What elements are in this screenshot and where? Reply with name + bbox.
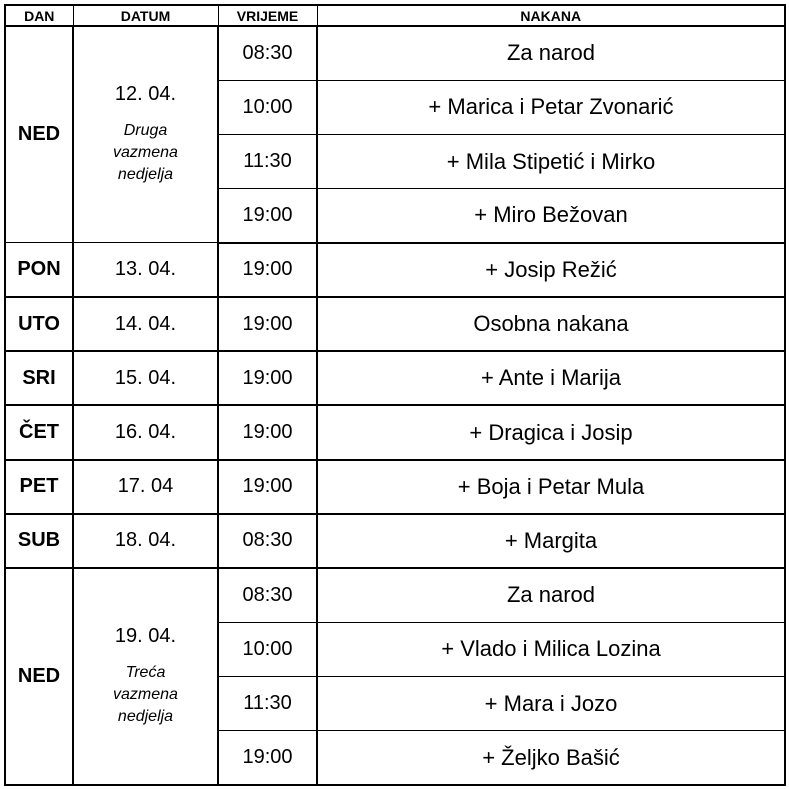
intent-cell: Za narod [317, 26, 785, 80]
date-note [74, 662, 217, 728]
time-cell: 19:00 [218, 460, 317, 514]
date-cell: 18. 04. [73, 514, 218, 568]
intent-cell: + Miro Bežovan [317, 189, 785, 243]
header-date: DATUM [73, 5, 218, 26]
day-cell: PET [5, 460, 73, 514]
intent-cell: Osobna nakana [317, 297, 785, 351]
date-cell: 14. 04. [73, 297, 218, 351]
time-cell: 19:00 [218, 731, 317, 785]
date-note-line: Treća [125, 664, 166, 682]
day-cell: PON [5, 243, 73, 297]
table-row [5, 460, 785, 514]
header-time: VRIJEME [218, 5, 317, 26]
time-cell: 19:00 [218, 189, 317, 243]
date-note-line: Druga [123, 122, 168, 140]
date-cell: 13. 04. [73, 243, 218, 297]
time-cell: 19:00 [218, 405, 317, 459]
day-cell: ČET [5, 405, 73, 459]
time-cell: 11:30 [218, 676, 317, 730]
header-row [5, 5, 785, 26]
table-row [5, 351, 785, 405]
day-cell: SUB [5, 514, 73, 568]
day-cell: NED [5, 568, 73, 785]
mass-schedule-table [4, 4, 786, 786]
intent-cell: + Dragica i Josip [317, 405, 785, 459]
intent-cell: + Margita [317, 514, 785, 568]
intent-cell: + Željko Bašić [317, 731, 785, 785]
date-cell [73, 568, 218, 785]
date-note-line: vazmena [113, 144, 178, 162]
table-row [5, 514, 785, 568]
date-note-line: nedjelja [117, 708, 174, 726]
date-cell: 17. 04 [73, 460, 218, 514]
table-row [5, 405, 785, 459]
time-cell: 19:00 [218, 243, 317, 297]
time-cell: 10:00 [218, 622, 317, 676]
day-cell: SRI [5, 351, 73, 405]
date-note [74, 120, 217, 186]
table-row [5, 297, 785, 351]
intent-cell: + Mara i Jozo [317, 676, 785, 730]
time-cell: 19:00 [218, 297, 317, 351]
header-intent: NAKANA [317, 5, 785, 26]
table-row [5, 26, 785, 80]
intent-cell: + Vlado i Milica Lozina [317, 622, 785, 676]
time-cell: 11:30 [218, 134, 317, 188]
date-cell: 16. 04. [73, 405, 218, 459]
intent-cell: + Marica i Petar Zvonarić [317, 80, 785, 134]
date-value: 12. 04. [114, 83, 177, 106]
day-cell: UTO [5, 297, 73, 351]
intent-cell: + Mila Stipetić i Mirko [317, 134, 785, 188]
time-cell: 08:30 [218, 568, 317, 622]
date-cell: 15. 04. [73, 351, 218, 405]
date-note-line: nedjelja [117, 166, 174, 184]
table-row [5, 568, 785, 622]
time-cell: 10:00 [218, 80, 317, 134]
time-cell: 08:30 [218, 26, 317, 80]
table-row [5, 243, 785, 297]
date-cell [73, 26, 218, 243]
intent-cell: + Josip Režić [317, 243, 785, 297]
intent-cell: Za narod [317, 568, 785, 622]
intent-cell: + Ante i Marija [317, 351, 785, 405]
date-value: 19. 04. [114, 625, 177, 648]
intent-cell: + Boja i Petar Mula [317, 460, 785, 514]
time-cell: 19:00 [218, 351, 317, 405]
time-cell: 08:30 [218, 514, 317, 568]
day-cell: NED [5, 26, 73, 243]
date-note-line: vazmena [113, 686, 178, 704]
header-day: DAN [5, 5, 73, 26]
